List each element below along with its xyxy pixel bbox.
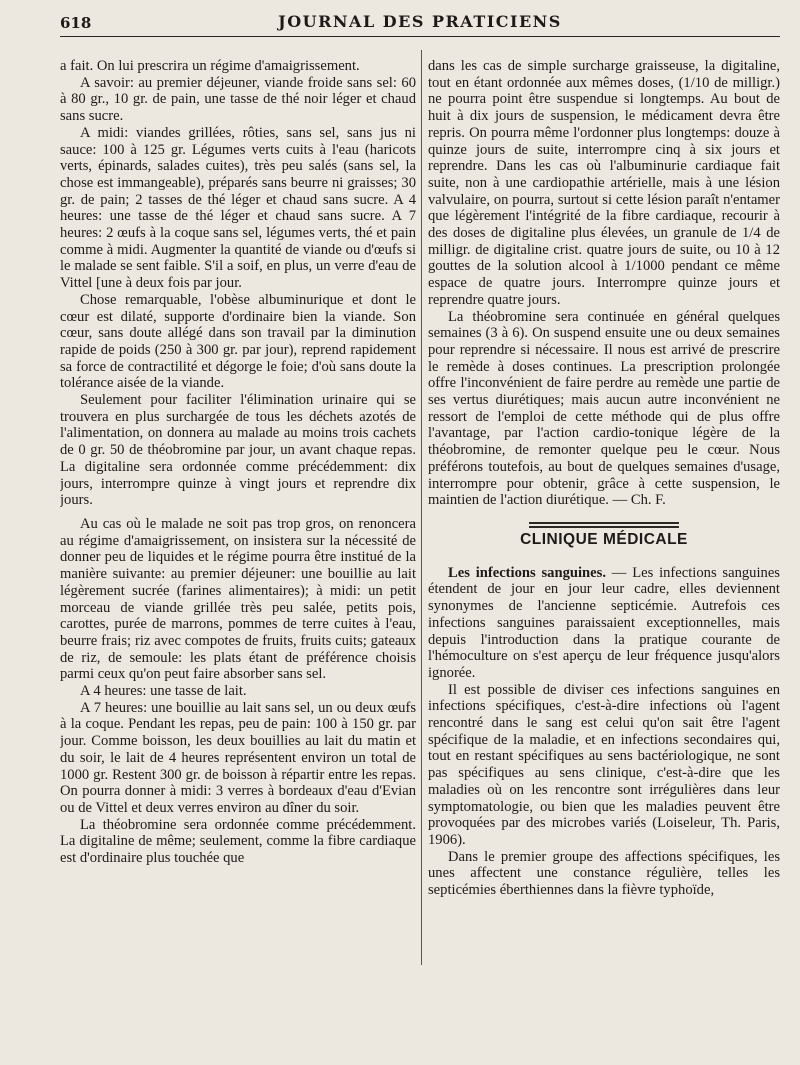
paragraph-text: a fait. On lui prescrira un régime d'amaigrissement. (60, 58, 360, 74)
section-separator-rule (529, 522, 679, 528)
right-column (428, 58, 780, 1058)
paragraph-text: — Les infections sanguines étendent de jour en jour leur cadre, elles deviennent synonymes de l'ancienne septicémie. Autrefois ces infections sanguines paraissaient exceptionnelles, mais depuis l'introduction dans la pratique courante de l'hémoculture on s'est aperçu de leur fréquence jusqu'alors ignorée. (428, 564, 780, 681)
paragraph (60, 700, 416, 817)
paragraph-text: dans les cas de simple surcharge graisseuse, la digitaline, tout en étant ordonnée aux mêmes doses, (1/10 de milligr.) ne pourra point être suspendue si longtemps. Au bout de huit à dix jours de suspension, le médicament devra être repris. On pourra même l'ordonner plus longtemps: douze à quinze jours de suite, interrompre cinq à six jours et reprendre. Dans les cas où l'albuminurie cardiaque fait suite, non à une cardiopathie artérielle, mais à une lésion valvulaire, on pourra, surtout si cette lésion paraît n'entamer que légèrement l'intégrité de la fibre cardiaque, recourir à des doses de digitaline plus élevées, un granule de 1/4 de milligr. de digitaline crist. quatre jours de suite, ou 10 à 12 gouttes de la solution alcool à 1/1000 pendant ce même espace de quatre jours. Interrompre quinze jours et reprendre quatre jours. (428, 58, 780, 308)
paragraph (428, 58, 780, 309)
paragraph (60, 125, 416, 292)
column-divider (421, 50, 422, 965)
page-header (60, 6, 780, 37)
right-column-top-text (428, 58, 780, 509)
paragraph (60, 292, 416, 392)
paragraph-text: Dans le premier groupe des affections spécifiques, les unes affectent une constance régulière, telles les septicémies éberthiennes dans la fièvre typhoïde, (428, 848, 780, 899)
paragraph-text: Il est possible de diviser ces infections sanguines en infections spécifiques, c'est-à-dire infections où l'agent rencontré dans le sang est celui qu'on sait être l'agent spécifique de la maladie, et en infections secondaires qui, tout en restant spécifiques au sens bactériologique, ne sont pas spécifiques au sens clinique, c'est-à-dire que les maladies où on les rencontre sont irrégulières dans leur symptomatologie, ou bien que les maladies peuvent être provoquées par des microbes variés (Loiseleur, Th. Paris, 1906). (428, 681, 780, 848)
paragraph (60, 817, 416, 867)
paragraph-text: Seulement pour faciliter l'élimination urinaire qui se trouvera en plus surchargée de tous les déchets azotés de l'alimentation, on donnera au malade au moins trois cachets de 0 gr. 50 de théobromine par jour, un avant chaque repas. La digitaline sera ordonnée comme précédemment: dix jours, interrompre quinze à vingt jours et reprendre dix jours. (60, 392, 416, 509)
paragraph (428, 682, 780, 849)
journal-title: JOURNAL DES PRATICIENS (278, 12, 562, 31)
paragraph-text: A midi: viandes grillées, rôties, sans sel, sans jus ni sauce: 100 à 125 gr. Légumes verts cuits à l'eau (haricots verts, épinards, salades cuites), très peu salés (sans sel, la chose est immangeable), préparés sans beurre ni graisses; 30 gr. de pain; 2 tasses de thé léger et chaud sans sucre. A 4 heures: une tasse de thé léger et chaud sans sucre. A 7 heures: 2 œufs à la coque sans sel, légumes verts, thé et pain comme à midi. Augmenter la quantité de viande ou d'œufs si le malade se sent faible. S'il a soif, en plus, un verre d'eau de Vittel [une à deux fois par jour. (60, 124, 416, 292)
paragraph-text: A 4 heures: une tasse de lait. (80, 683, 247, 700)
paragraph-text: Au cas où le malade ne soit pas trop gros, on renoncera au régime d'amaigrissement, on insistera sur la nécessité de donner peu de liquides et le régime pourra être institué de la manière suivante: au premier déjeuner: une bouillie au lait légèrement sucrée (farines alimentaires); à midi: un petit morceau de viande grillée très peu salée, petits pois, carottes, purée de marrons, pommes de terre cuites à l'eau, beurre frais; riz avec compotes de fruits, fruits cuits; gateaux de riz, de semoule: les plats étant de préférence choisis parmi ceux qu'on peut faire absorber sans sel. (60, 515, 416, 683)
paragraph (60, 58, 416, 75)
left-column (60, 58, 416, 1058)
paragraph-text: Chose remarquable, l'obèse albuminurique et dont le cœur est dilaté, supporte d'ordinaire bien la viande. Son cœur, sans doute allégé dans son travail par la diminution rapide de poids (250 à 300 gr. par jour), reprend rapidement sa force de contractilité et dégorge le foie; d'où sans doute la tolérance aisée de la viande. (60, 291, 416, 392)
paragraph (60, 683, 416, 700)
section-title: CLINIQUE MÉDICALE (520, 530, 688, 548)
paragraph-text: La théobromine sera ordonnée comme précédemment. La digitaline de même; seulement, comme la fibre cardiaque est d'ordinaire plus touchée que (60, 816, 416, 867)
paragraph-text: A savoir: au premier déjeuner, viande froide sans sel: 60 à 80 gr., 10 gr. de pain, une tasse de thé noir léger et chaud sans sucre. (60, 74, 416, 125)
paragraph (428, 849, 780, 899)
paragraph-text: La théobromine sera continuée en général quelques semaines (3 à 6). On suspend ensuite une ou deux semaines pour reprendre si nécessaire. Il nous est arrivé de prescrire le remède à doses continues. La prescription prolongée offre l'inconvénient de faire perdre au remède une partie de ses vertus diurétiques; mais aucun autre inconvénient ne ressort de l'emploi de cette méthode qui de plus offre l'avantage, par l'action cardio-tonique légère de la théobromine, de remonter quelque peu le cœur. Nous préférons toutefois, au bout de quelques semaines d'usage, interrompre pour obtenir, grâce à cette suspension, le maintien de l'action diurétique. — Ch. F. (428, 308, 780, 509)
paragraph (428, 565, 780, 682)
paragraph (60, 75, 416, 125)
right-column-bottom-text (428, 565, 780, 899)
paragraph (60, 392, 416, 509)
paragraph-text: A 7 heures: une bouillie au lait sans sel, un ou deux œufs à la coque. Pendant les repas, peu de pain: 100 à 150 gr. par jour. Comme boisson, les deux bouillies au lait du matin et du soir, le lait de 4 heures représentent environ un total de 1000 gr. Restent 300 gr. de boisson à répartir entre les repas. On pourra donner à midi: 3 verres à bordeaux d'eau d'Evian ou de Vittel et deux verres environ au dîner du soir. (60, 699, 416, 816)
paragraph (428, 309, 780, 509)
paragraph (60, 516, 416, 683)
run-in-heading: Les infections sanguines. (448, 564, 606, 581)
page-number: 618 (60, 14, 92, 32)
